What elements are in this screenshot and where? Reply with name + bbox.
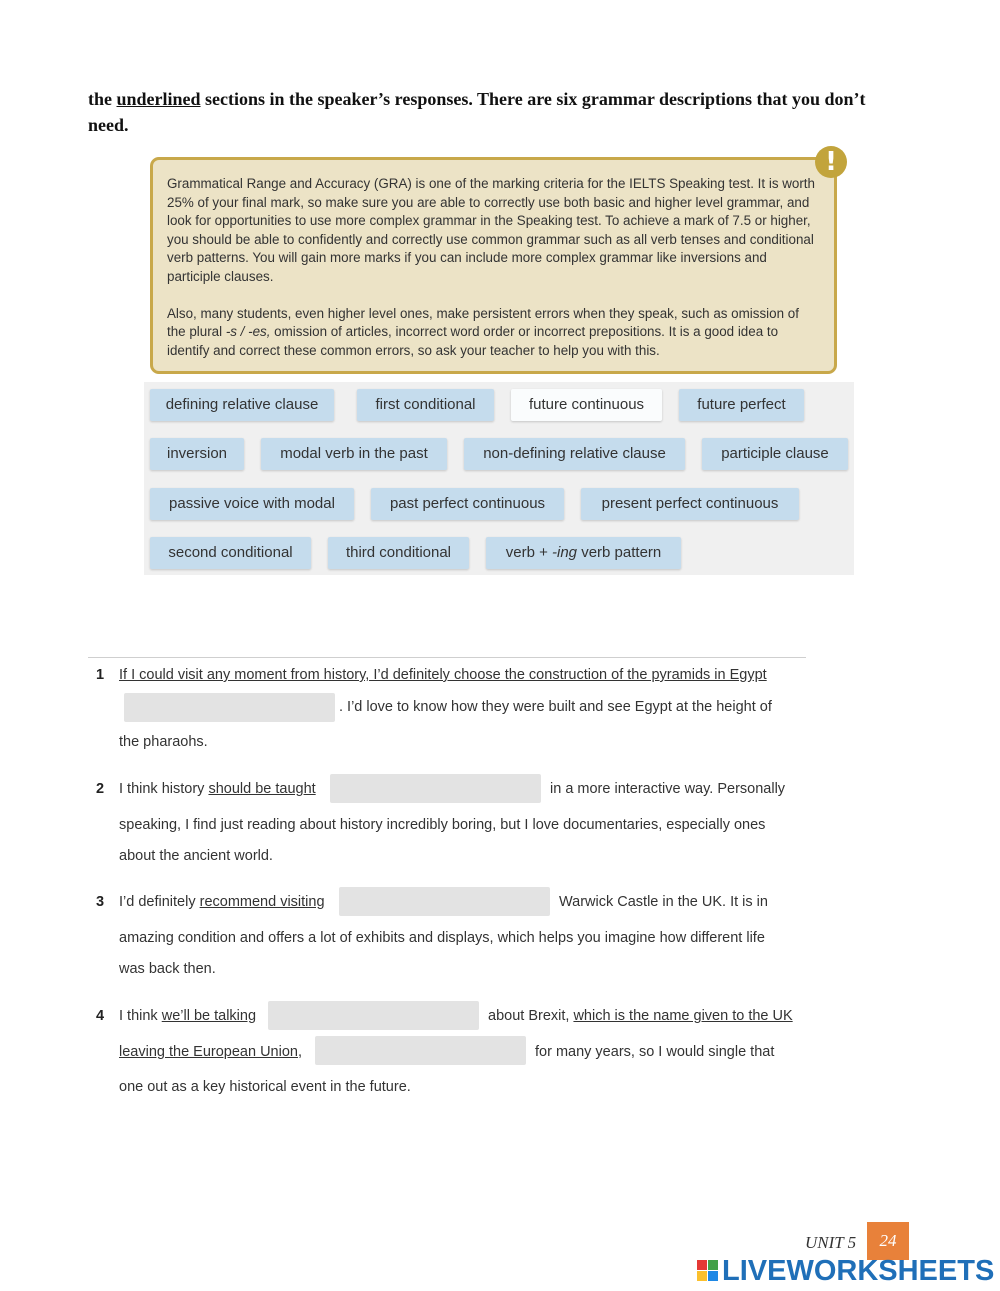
instructions-text-start: the <box>88 89 117 109</box>
q2-line-1 <box>119 781 316 797</box>
q4-comma: , <box>297 1044 302 1060</box>
instructions-text-end: sections in the speaker’s responses. There are six grammar descriptions that you don’t need. <box>88 89 866 135</box>
chip-verb-ing-before: verb + <box>505 544 553 561</box>
q3-line-3: was back then. <box>119 961 216 977</box>
q2-answer-gap[interactable] <box>330 774 541 803</box>
question-number: 2 <box>96 781 105 797</box>
q1-underlined: If I could visit any moment from history, I’d definitely choose the construction of the pyramids in Egypt <box>119 667 767 683</box>
q4-underlined-2: which is the name given to the UK <box>573 1008 793 1024</box>
q4-answer-gap-2[interactable] <box>315 1036 526 1065</box>
gra-info-box <box>150 157 837 374</box>
chip-past-perfect-continuous[interactable]: past perfect continuous <box>371 488 564 520</box>
q3-line-2: amazing condition and offers a lot of exhibits and displays, which helps you imagine how different life <box>119 930 765 946</box>
q3-underlined: recommend visiting <box>199 894 325 910</box>
chip-present-perfect-continuous[interactable]: present perfect continuous <box>581 488 799 520</box>
q4-line-2 <box>119 1044 302 1060</box>
chip-third-conditional[interactable]: third conditional <box>328 537 469 569</box>
q2-underlined: should be taught <box>208 781 316 797</box>
info-paragraph-1: Grammatical Range and Accuracy (GRA) is one of the marking criteria for the IELTS Speaking test. It is worth 25% of your final mark, so make sure you are able to correctly use both basic and higher level grammar, and look for opportunities to use more complex grammar in the Speaking test. To achieve a mark of 7.5 or higher, you should be able to confidently and correctly use common grammar such as all verb tenses and conditional verb patterns. You will gain more marks if you can include more complex grammar like inversions and participle clauses. <box>167 176 815 284</box>
q4-underlined-3: leaving the European Union <box>119 1044 298 1060</box>
q1-answer-gap[interactable] <box>124 693 335 722</box>
logo-text: LIVEWORKSHEETS <box>722 1254 995 1287</box>
chip-participle-clause[interactable]: participle clause <box>702 438 848 470</box>
info-paragraph-2 <box>167 305 820 361</box>
q4-after-gap-1 <box>488 1008 793 1024</box>
page-number: 24 <box>867 1222 909 1260</box>
logo-icon <box>697 1260 719 1282</box>
instructions <box>88 86 908 138</box>
q4-line-3: one out as a key historical event in the future. <box>119 1079 411 1095</box>
chip-non-defining-relative-clause[interactable]: non-defining relative clause <box>464 438 685 470</box>
question-number: 3 <box>96 894 105 910</box>
q1-line-1 <box>119 667 767 683</box>
q4-underlined: we’ll be talking <box>161 1008 257 1024</box>
q1-line-3: the pharaohs. <box>119 734 208 750</box>
chip-verb-ing-after: verb pattern <box>577 544 662 561</box>
q3-after-gap: Warwick Castle in the UK. It is in <box>559 894 768 910</box>
chip-passive-voice-with-modal[interactable]: passive voice with modal <box>150 488 354 520</box>
logo-square-red <box>697 1260 707 1270</box>
chip-verb-ing-pattern[interactable] <box>486 537 681 569</box>
q4-line-1 <box>119 1008 256 1024</box>
logo-square-yellow <box>697 1271 707 1281</box>
q4-after-gap-2: for many years, so I would single that <box>535 1044 775 1060</box>
liveworksheets-logo <box>697 1256 994 1286</box>
info-paragraph-2-start: Also, many students, even higher level ones, make persistent errors when they speak, such as omission of the plural <box>167 305 799 340</box>
question-number: 4 <box>96 1008 105 1024</box>
chip-first-conditional[interactable]: first conditional <box>357 389 494 421</box>
logo-square-green <box>708 1260 718 1270</box>
q3-line-1 <box>119 894 325 910</box>
chip-second-conditional[interactable]: second conditional <box>150 537 311 569</box>
q3-before: I’d definitely <box>119 894 200 910</box>
chip-future-continuous[interactable]: future continuous <box>511 389 662 421</box>
chip-modal-verb-in-the-past[interactable]: modal verb in the past <box>261 438 447 470</box>
unit-label: UNIT 5 <box>805 1233 857 1252</box>
q3-answer-gap[interactable] <box>339 887 550 916</box>
divider <box>88 657 806 658</box>
chip-defining-relative-clause[interactable]: defining relative clause <box>150 389 334 421</box>
q2-after-gap: in a more interactive way. Personally <box>550 781 786 797</box>
q2-line-2: speaking, I find just reading about history incredibly boring, but I love documentaries, especially ones <box>119 817 766 833</box>
info-paragraph-2-plural: -s / -es, <box>225 324 271 340</box>
grammar-word-bank <box>144 382 854 575</box>
q2-line-3: about the ancient world. <box>119 848 273 864</box>
q4-before: I think <box>119 1008 162 1024</box>
chip-inversion[interactable]: inversion <box>150 438 244 470</box>
exclamation-icon: ! <box>815 146 847 178</box>
logo-square-blue <box>708 1271 718 1281</box>
info-paragraph-2-end: omission of articles, incorrect word order or incorrect prepositions. It is a good idea to identify and correct these common errors, so ask your teacher to help you with this. <box>167 324 779 358</box>
q1-after-gap: . I’d love to know how they were built and see Egypt at the height of <box>339 699 772 715</box>
q4-after-gap-1-text: about Brexit, <box>488 1008 574 1024</box>
instructions-underlined-word: underlined <box>116 89 201 109</box>
chip-future-perfect[interactable]: future perfect <box>679 389 804 421</box>
q4-answer-gap-1[interactable] <box>268 1001 479 1030</box>
question-number: 1 <box>96 667 105 683</box>
chip-verb-ing-em: -ing <box>552 544 578 561</box>
q2-before: I think history <box>119 781 209 797</box>
